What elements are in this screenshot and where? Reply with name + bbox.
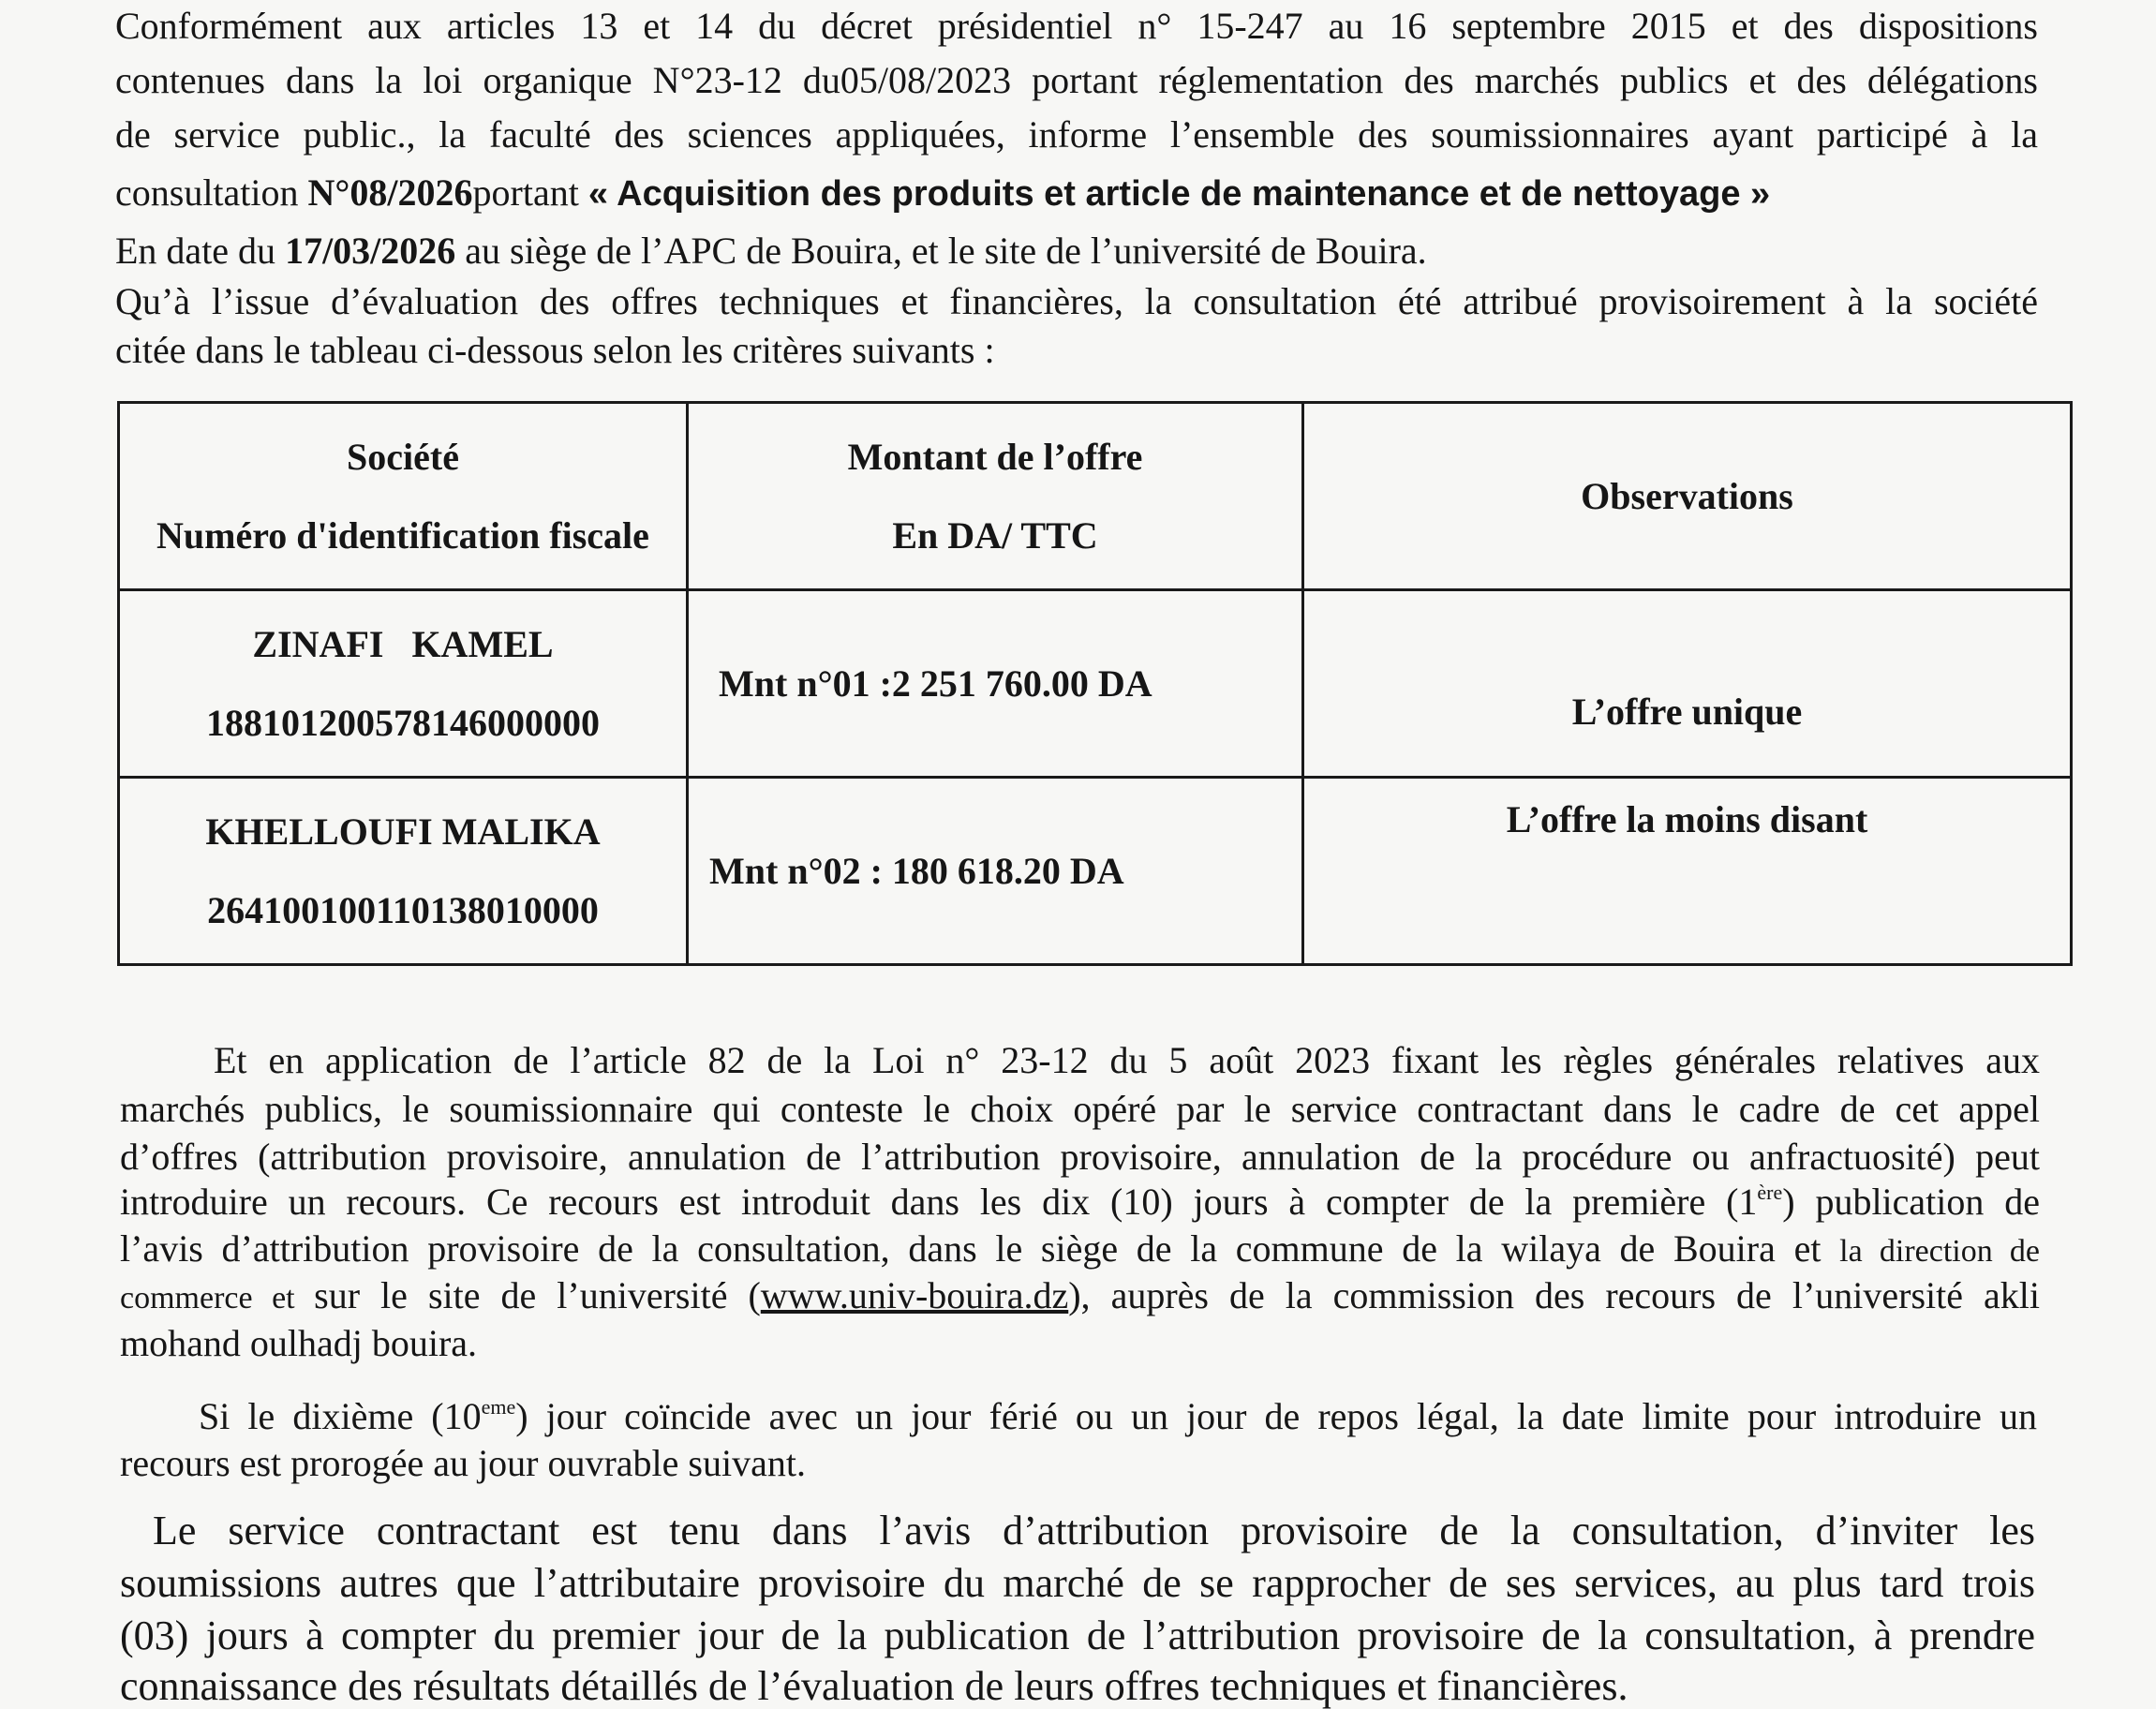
intro-line-2: contenues dans la loi organique N°23-12 du05/08/2023 portant réglementation des marchés publics et des délégations: [115, 59, 2038, 101]
intro-line-4: [115, 171, 1770, 216]
table-row: [119, 590, 2072, 778]
table-row: [119, 778, 2072, 965]
ferie-line-1-text: Si le dixième (10: [199, 1395, 482, 1437]
row2-name: KHELLOUFI MALIKA: [205, 810, 601, 853]
service-line-4: connaissance des résultats détaillés de l’évaluation de leurs offres techniques et financières.: [120, 1663, 1628, 1709]
service-line-2: soumissions autres que l’attributaire provisoire du marché de se rapprocher de ses services, au plus tard trois: [120, 1560, 2035, 1606]
service-line-1: Le service contractant est tenu dans l’avis d’attribution provisoire de la consultation, d’inviter les: [153, 1508, 2035, 1553]
header-societe-line1: Société: [347, 435, 459, 478]
ferie-line-1-end: ) jour coïncide avec un jour férié ou un jour de repos légal, la date limite pour introduire un: [515, 1395, 2037, 1437]
header-montant-line2: En DA/ TTC: [892, 513, 1098, 557]
university-website-link[interactable]: www.univ-bouira.dz: [760, 1274, 1069, 1316]
row1-nif: 188101200578146000000: [206, 701, 600, 744]
recours-line-5: [120, 1226, 2040, 1274]
recours-line-6: [120, 1273, 2040, 1321]
row2-nif: 264100100110138010000: [207, 888, 599, 931]
intro-line-7: citée dans le tableau ci-dessous selon les critères suivants :: [115, 329, 995, 371]
consultation-portant: portant: [472, 171, 588, 214]
recours-line-6-end: ), auprès de la commission des recours de l’université akli: [1068, 1274, 2040, 1316]
row1-observation: L’offre unique: [1303, 590, 2072, 778]
recours-line-6-text: sur le site de l’université (: [314, 1274, 761, 1316]
consultation-object: « Acquisition des produits et article de maintenance et de nettoyage »: [587, 174, 1771, 214]
row1-amount: Mnt n°01 :2 251 760.00 DA: [688, 590, 1303, 778]
row2-observation: L’offre la moins disant: [1303, 778, 2072, 965]
recours-line-5-small: la direction de: [1839, 1234, 2041, 1269]
recours-line-4-end: ) publication de: [1782, 1181, 2040, 1223]
recours-line-5-text: l’avis d’attribution provisoire de la consultation, dans le siège de la commune de la wilaya de Bouira et: [120, 1227, 1840, 1270]
consultation-number: N°08/2026: [307, 171, 473, 214]
row1-name: ZINAFI KAMEL: [252, 622, 554, 665]
header-societe: [119, 403, 688, 590]
recours-line-4-text: introduire un recours. Ce recours est introduit dans les dix (10) jours à compter de la première (1: [120, 1181, 1758, 1223]
ferie-line-2: recours est prorogée au jour ouvrable suivant.: [120, 1442, 806, 1484]
intro-line-1: Conformément aux articles 13 et 14 du décret présidentiel n° 15-247 au 16 septembre 2015 et des dispositions: [115, 5, 2038, 47]
recours-line-1: Et en application de l’article 82 de la Loi n° 23-12 du 5 août 2023 fixant les règles générales relatives aux: [214, 1039, 2040, 1081]
header-montant-line1: Montant de l’offre: [847, 435, 1143, 478]
recours-line-3: d’offres (attribution provisoire, annulation de l’attribution provisoire, annulation de la procédure ou anfractuosité) peut: [120, 1136, 2040, 1178]
intro-line-6: Qu’à l’issue d’évaluation des offres techniques et financières, la consultation été attribué provisoirement à la société: [115, 280, 2038, 322]
recours-line-7: mohand oulhadj bouira.: [120, 1322, 478, 1364]
ferie-line-1: [199, 1394, 2037, 1439]
table-header-row: [119, 403, 2072, 590]
consultation-label: consultation: [115, 171, 308, 214]
service-line-3: (03) jours à compter du premier jour de la publication de l’attribution provisoire de la consultation, à prendre: [120, 1612, 2035, 1658]
header-observations: Observations: [1303, 403, 2072, 590]
recours-line-4: [120, 1180, 2040, 1225]
header-societe-line2: Numéro d'identification fiscale: [156, 513, 649, 557]
row2-amount: Mnt n°02 : 180 618.20 DA: [688, 778, 1303, 965]
row2-societe: [119, 778, 688, 965]
intro-line-3: de service public., la faculté des sciences appliquées, informe l’ensemble des soumissionnaires ayant participé à la: [115, 113, 2038, 156]
row1-societe: [119, 590, 688, 778]
results-table: [117, 401, 2073, 966]
dixieme-superscript: eme: [481, 1395, 516, 1419]
recours-line-6-small: commerce et: [120, 1281, 315, 1315]
recours-line-2: marchés publics, le soumissionnaire qui conteste le choix opéré par le service contractant dans le cadre de cet appel: [120, 1088, 2040, 1130]
premiere-superscript: ère: [1757, 1181, 1783, 1204]
header-montant: [688, 403, 1303, 590]
date-label: En date du: [115, 230, 286, 272]
date-value: 17/03/2026: [285, 230, 456, 272]
date-location: au siège de l’APC de Bouira, et le site de l’université de Bouira.: [455, 230, 1427, 272]
intro-line-5: [115, 229, 1427, 274]
